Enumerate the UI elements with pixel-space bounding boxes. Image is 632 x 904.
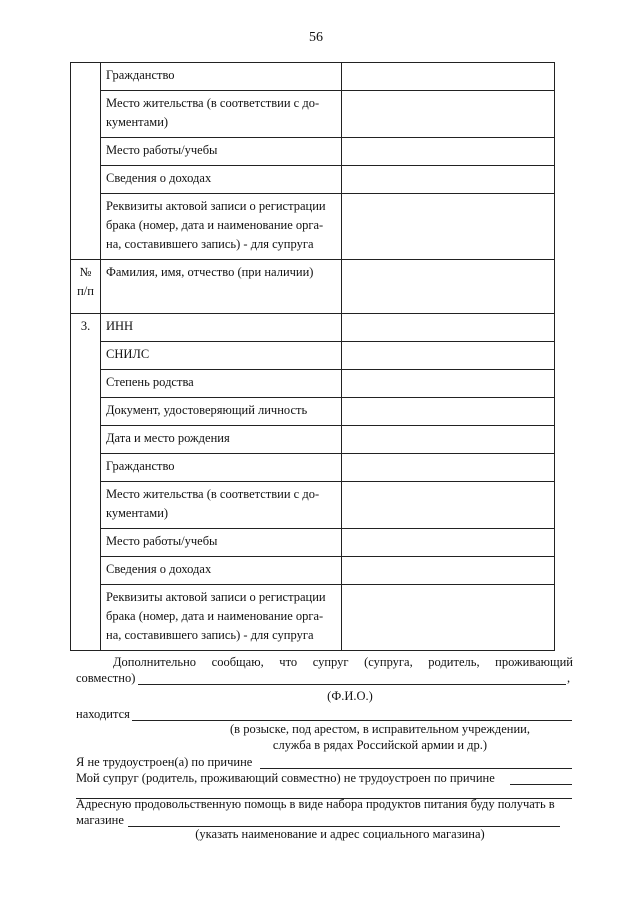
table-row bbox=[71, 91, 555, 138]
table-row bbox=[71, 482, 555, 529]
row-label-cell: СНИЛС bbox=[101, 342, 342, 370]
header-label-cell: Фамилия, имя, отчество (при наличии) bbox=[101, 260, 342, 314]
row-label-cell: Место жительства (в соответствии с до- кументами) bbox=[101, 91, 342, 138]
row-value-cell[interactable] bbox=[342, 314, 555, 342]
table-row bbox=[71, 314, 555, 342]
row-value-cell[interactable] bbox=[342, 398, 555, 426]
row-value-cell[interactable] bbox=[342, 426, 555, 454]
row-number-cell: 3. bbox=[71, 314, 101, 651]
located-caption-2: служба в рядах Российской армии и др.) bbox=[272, 738, 488, 752]
table-row bbox=[71, 585, 555, 651]
row-label-cell: Дата и место рождения bbox=[101, 426, 342, 454]
header-value-cell[interactable] bbox=[342, 260, 555, 314]
located-caption-1: (в розыске, под арестом, в исправительном учреждении, bbox=[230, 722, 530, 736]
row-label-cell: Гражданство bbox=[101, 63, 342, 91]
row-value-cell[interactable] bbox=[342, 91, 555, 138]
row-value-cell[interactable] bbox=[342, 342, 555, 370]
row-value-cell[interactable] bbox=[342, 529, 555, 557]
table-row bbox=[71, 370, 555, 398]
row-label-cell: Документ, удостоверяющий личность bbox=[101, 398, 342, 426]
table-row bbox=[71, 194, 555, 260]
table-row bbox=[71, 342, 555, 370]
row-label-cell: Место жительства (в соответствии с до- кументами) bbox=[101, 482, 342, 529]
table-row bbox=[71, 454, 555, 482]
spouse-name-field[interactable] bbox=[138, 684, 566, 685]
table-row bbox=[71, 557, 555, 585]
page-number: 56 bbox=[309, 30, 323, 45]
row-value-cell[interactable] bbox=[342, 138, 555, 166]
header-number-cell: № п/п bbox=[71, 260, 101, 314]
not-employed-self-field[interactable] bbox=[260, 768, 572, 769]
info-table bbox=[70, 62, 555, 651]
row-label-cell: Реквизиты актовой записи о регистрации брака (номер, дата и наименование орга- на, составившего запись) - для супруга bbox=[101, 194, 342, 260]
table-row bbox=[71, 166, 555, 194]
table-row bbox=[71, 529, 555, 557]
table-row bbox=[71, 138, 555, 166]
row-label-cell: Сведения о доходах bbox=[101, 166, 342, 194]
row-value-cell[interactable] bbox=[342, 482, 555, 529]
row-value-cell[interactable] bbox=[342, 454, 555, 482]
table-row bbox=[71, 398, 555, 426]
not-employed-spouse-label: Мой супруг (родитель, проживающий совместно) не трудоустроен по причине bbox=[76, 771, 495, 785]
para1-line1: Дополнительно сообщаю, что супруг (супруга, родитель, проживающий bbox=[113, 655, 573, 669]
not-employed-spouse-field[interactable] bbox=[510, 784, 572, 785]
row-label-cell: Гражданство bbox=[101, 454, 342, 482]
row-value-cell[interactable] bbox=[342, 585, 555, 651]
row-value-cell[interactable] bbox=[342, 63, 555, 91]
aid-line1: Адресную продовольственную помощь в виде набора продуктов питания буду получать в bbox=[76, 797, 555, 811]
fio-caption: (Ф.И.О.) bbox=[327, 689, 373, 703]
row-label-cell: Сведения о доходах bbox=[101, 557, 342, 585]
table-row bbox=[71, 426, 555, 454]
located-label: находится bbox=[76, 707, 130, 721]
row-label-cell: Место работы/учебы bbox=[101, 529, 342, 557]
row-number-cell bbox=[71, 63, 101, 260]
table-header-row bbox=[71, 260, 555, 314]
not-employed-self-label: Я не трудоустроен(а) по причине bbox=[76, 755, 253, 769]
row-label-cell: ИНН bbox=[101, 314, 342, 342]
para1-comma: , bbox=[567, 671, 571, 685]
row-value-cell[interactable] bbox=[342, 166, 555, 194]
aid-line2: магазине bbox=[76, 813, 124, 827]
row-label-cell: Степень родства bbox=[101, 370, 342, 398]
table-row bbox=[71, 63, 555, 91]
row-value-cell[interactable] bbox=[342, 194, 555, 260]
row-label-cell: Место работы/учебы bbox=[101, 138, 342, 166]
row-label-cell: Реквизиты актовой записи о регистрации брака (номер, дата и наименование орга- на, составившего запись) - для супруга bbox=[101, 585, 342, 651]
row-value-cell[interactable] bbox=[342, 370, 555, 398]
para1-line2: совместно) bbox=[76, 671, 136, 685]
row-value-cell[interactable] bbox=[342, 557, 555, 585]
store-caption: (указать наименование и адрес социального магазина) bbox=[195, 827, 485, 841]
